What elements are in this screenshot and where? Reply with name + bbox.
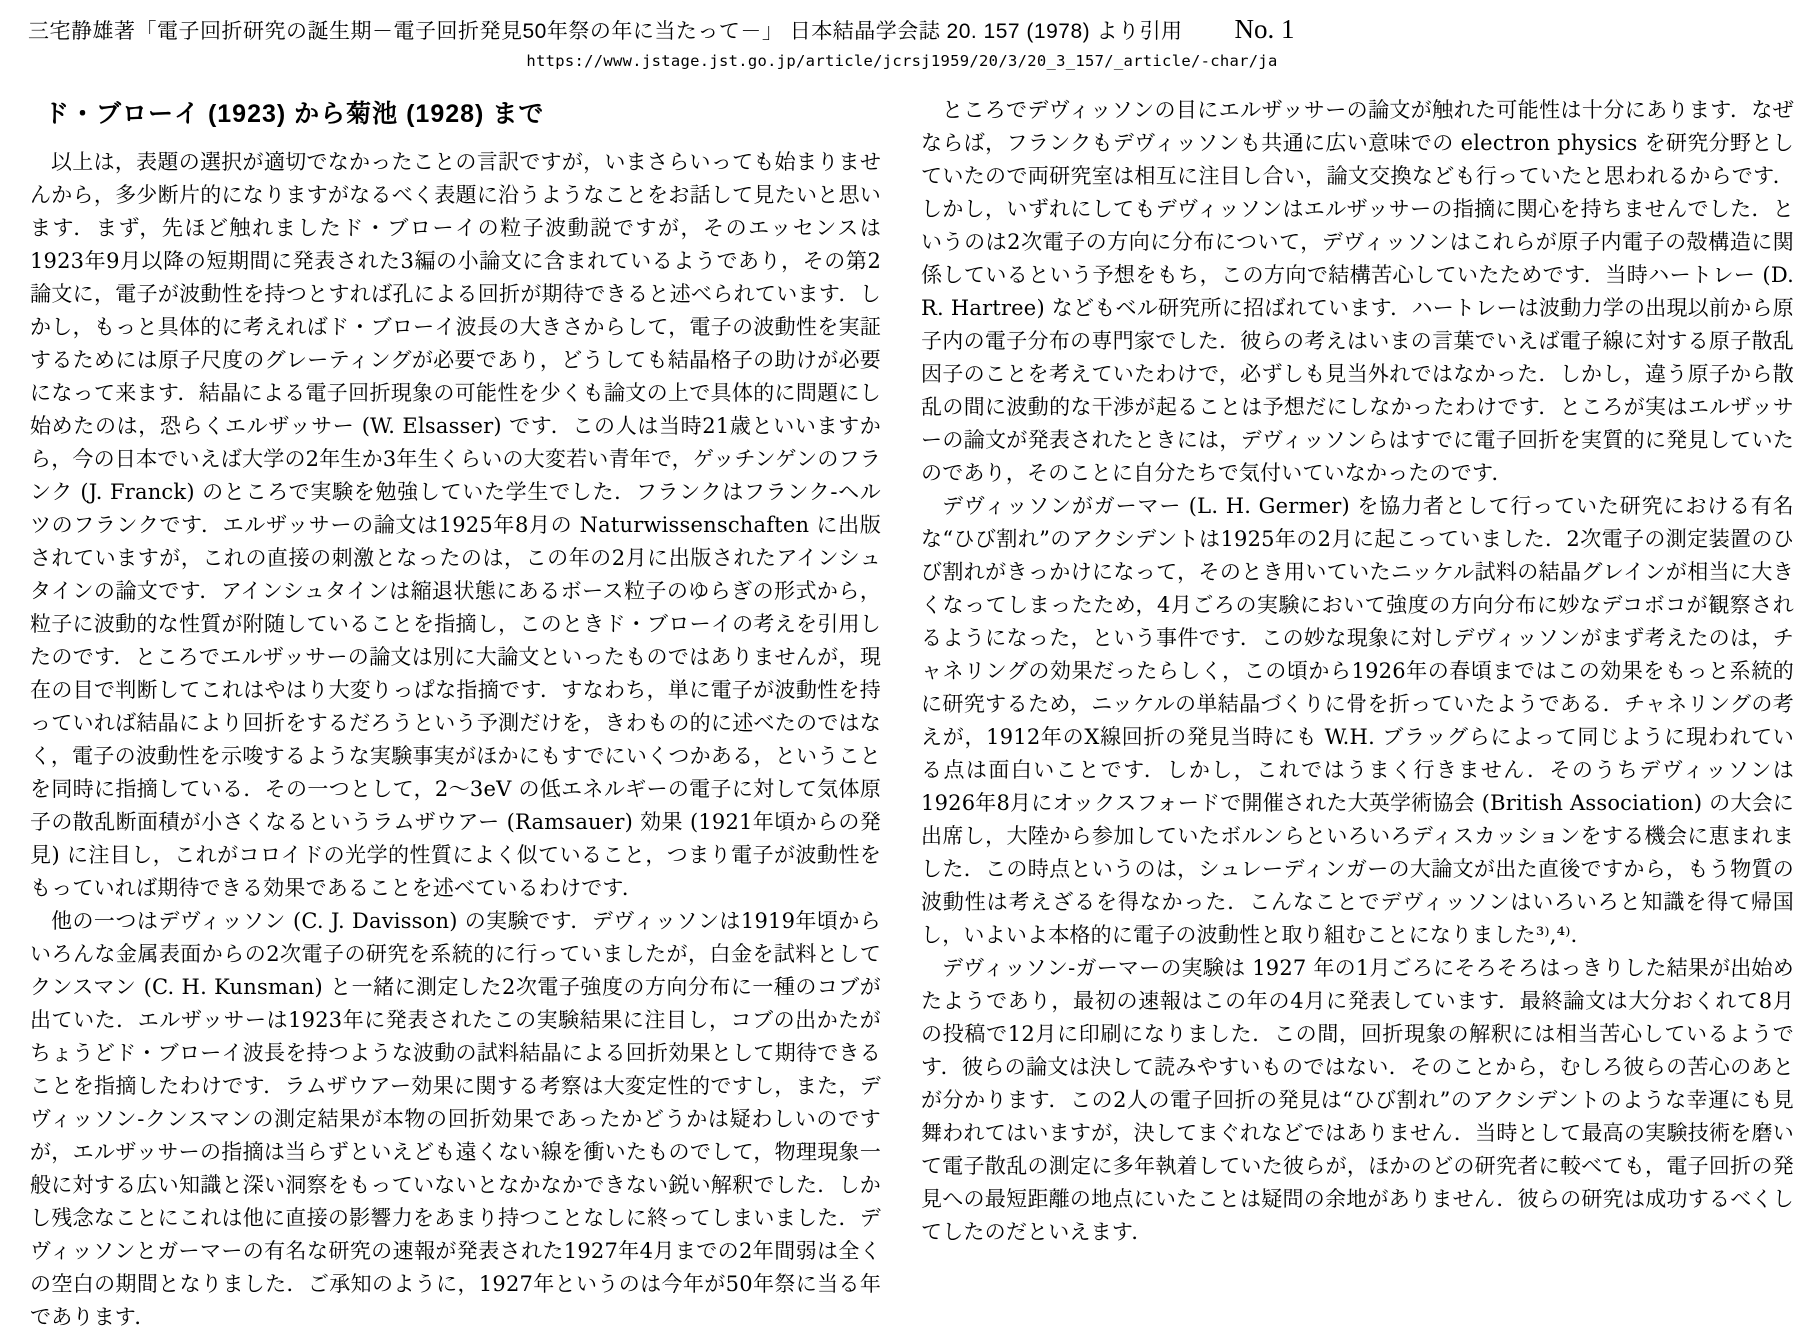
- paragraph-davisson-germer-results: デヴィッソン-ガーマーの実験は 1927 年の1月ごろにそろそろはっきりした結果が出始めたようであり，最初の速報はこの年の4月に発表しています．最終論文は大分おくれて8月の投稿で12月に印刷になりました．この間，回折現象の解釈には相当苦心しているようです．彼らの論文は決して読みやすいものではない．そのことから，むしろ彼らの苦心のあとが分かります．この2人の電子回折の発見は“ひび割れ”のアクシデントのような幸運にも見舞われてはいますが，決してまぐれなどではありません．当時として最高の実験技術を磨いて電子散乱の測定に多年執着していた彼らが，ほかのどの研究者に較べても，電子回折の発見への最短距離の地点にいたことは疑問の余地がありません．彼らの研究は成功するべくしてしたのだといえます．: [921, 956, 1794, 1244]
- document-header: [10, 10, 1794, 45]
- paragraph-elsasser-paper: ところでデヴィッソンの目にエルザッサーの論文が触れた可能性は十分にあります．なぜならば，フランクもデヴィッソンも共通に広い意味での electron physics を研究分野としていたので両研究室は相互に注目し合い，論文交換なども行っていたと思われるからです．しかし，いずれにしてもデヴィッソンはエルザッサーの指摘に関心を持ちませんでした．というのは2次電子の方向に分布について，デヴィッソンはこれらが原子内電子の殻構造に関係しているという予想をもち，この方向で結構苦心していたためです．当時ハートレー (D. R. Hartree) などもベル研究所に招ばれています．ハートレーは波動力学の出現以前から原子内の電子分布の専門家でした．彼らの考えはいまの言葉でいえば電子線に対する原子散乱因子のことを考えていたわけで，必ずしも見当外れではなかった．しかし，違う原子から散乱の間に波動的な干渉が起ることは予想だにしなかったわけです．ところが実はエルザッサーの論文が発表されたときには，デヴィッソンらはすでに電子回折を実質的に発見していたのであり，そのことに自分たちで気付いていなかったのです．: [921, 98, 1794, 485]
- paragraph-intro: 以上は，表題の選択が適切でなかったことの言訳ですが，いまさらいっても始まりませんから，多少断片的になりますがなるべく表題に沿うようなことをお話して見たいと思います．まず，先ほど触れましたド・ブローイの粒子波動説ですが，そのエッセンスは1923年9月以降の短期間に発表された3編の小論文に含まれているようであり，その第2論文に，電子が波動性を持つとすれば孔による回折が期待できると述べられています．しかし，もっと具体的に考えればド・ブローイ波長の大きさからして，電子の波動性を実証するためには原子尺度のグレーティングが必要であり，どうしても結晶格子の助けが必要になって来ます．結晶による電子回折現象の可能性を少くも論文の上で具体的に問題にし始めたのは，恐らくエルザッサー (W. Elsasser) です．この人は当時21歳といいますから，今の日本でいえば大学の2年生か3年生くらいの大変若い青年で，ゲッチンゲンのフランク (J. Franck) のところで実験を勉強していた学生でした．フランクはフランク-ヘルツのフランクです．エルザッサーの論文は1925年8月の Naturwissenschaften に出版されていますが，これの直接の刺激となったのは，この年の2月に出版されたアインシュタインの論文です．アインシュタインは縮退状態にあるボース粒子のゆらぎの形式から，粒子に波動的な性質が附随していることを指摘し，このときド・ブローイの考えを引用したのです．ところでエルザッサーの論文は別に大論文といったものではありませんが，現在の目で判断してこれはやはり大変りっぱな指摘です．すなわち，単に電子が波動性を持っていれば結晶により回折をするだろうという予測だけを，きわもの的に述べたのではなく，電子の波動性を示唆するような実験事実がほかにもすでにいくつかある，ということを同時に指摘している．その一つとして，2～3eV の低エネルギーの電子に対して気体原子の散乱断面積が小さくなるというラムザウアー (Ramsauer) 効果 (1921年頃からの発見) に注目し，これがコロイドの光学的性質によく似ていること，つまり電子が波動性をもっていれば期待できる効果であることを述べているわけです．: [30, 150, 882, 900]
- paragraph-davisson-experiment: 他の一つはデヴィッソン (C. J. Davisson) の実験です．デヴィッソンは1919年頃からいろんな金属表面からの2次電子の研究を系統的に行っていましたが，白金を試料としてクンスマン (C. H. Kunsman) と一緒に測定した2次電子強度の方向分布に一種のコブが出ていた．エルザッサーは1923年に発表されたこの実験結果に注目し，コブの出かたがちょうどド・ブローイ波長を持つような波動の試料結晶による回折効果として期待できることを指摘したわけです．ラムザウアー効果に関する考察は大変定性的ですし，また，デヴィッソン-クンスマンの測定結果が本物の回折効果であったかどうかは疑わしいのですが，エルザッサーの指摘は当らずといえども遠くない線を衝いたものでして，物理現象一般に対する広い知識と深い洞察をもっていないとなかなかできない鋭い解釈でした．しかし残念なことにこれは他に直接の影響力をあまり持つことなしに終ってしまいました．デヴィッソンとガーマーの有名な研究の速報が発表された1927年4月までの2年間弱は全くの空白の期間となりました．ご承知のように，1927年というのは今年が50年祭に当る年であります．: [30, 909, 882, 1329]
- right-column: [921, 94, 1794, 1334]
- article-url: https://www.jstage.jst.go.jp/article/jcrsj1959/20/3/20_3_157/_article/-char/ja: [526, 52, 1278, 70]
- section-heading: ド・ブローイ (1923) から菊池 (1928) まで: [44, 100, 545, 128]
- two-column-body: [10, 94, 1794, 1334]
- page-number: No. 1: [1234, 14, 1295, 44]
- citation-text: 三宅静雄著「電子回折研究の誕生期－電子回折発見50年祭の年に当たって－」 日本結晶学会誌 20. 157 (1978) より引用: [28, 20, 1183, 43]
- left-column: [30, 94, 881, 1334]
- paragraph-crack-accident: デヴィッソンがガーマー (L. H. Germer) を協力者として行っていた研究における有名な“ひび割れ”のアクシデントは1925年の2月に起こっていました．2次電子の測定装置のひび割れがきっかけになって，そのとき用いていたニッケル試料の結晶グレインが相当に大きくなってしまったため，4月ごろの実験において強度の方向分布に妙なデコボコが観察されるようになった，という事件です．この妙な現象に対しデヴィッソンがまず考えたのは，チャネリングの効果だったらしく，この頃から1926年の春頃まではこの効果をもっと系統的に研究するため，ニッケルの単結晶づくりに骨を折っていたようである．チャネリングの考えが，1912年のX線回折の発見当時にも W.H. ブラッグらによって同じように現われている点は面白いことです．しかし，これではうまく行きません．そのうちデヴィッソンは1926年8月にオックスフォードで開催された大英学術協会 (British Association) の大会に出席し，大陸から参加していたボルンらといろいろディスカッションをする機会に恵まれました．この時点というのは，シュレーディンガーの大論文が出た直後ですから，もう物質の波動性は考えざるを得なかった．こんなことでデヴィッソンはいろいろと知識を得て帰国し，いよいよ本格的に電子の波動性と取り組むことになりました³⁾,⁴⁾．: [921, 494, 1794, 947]
